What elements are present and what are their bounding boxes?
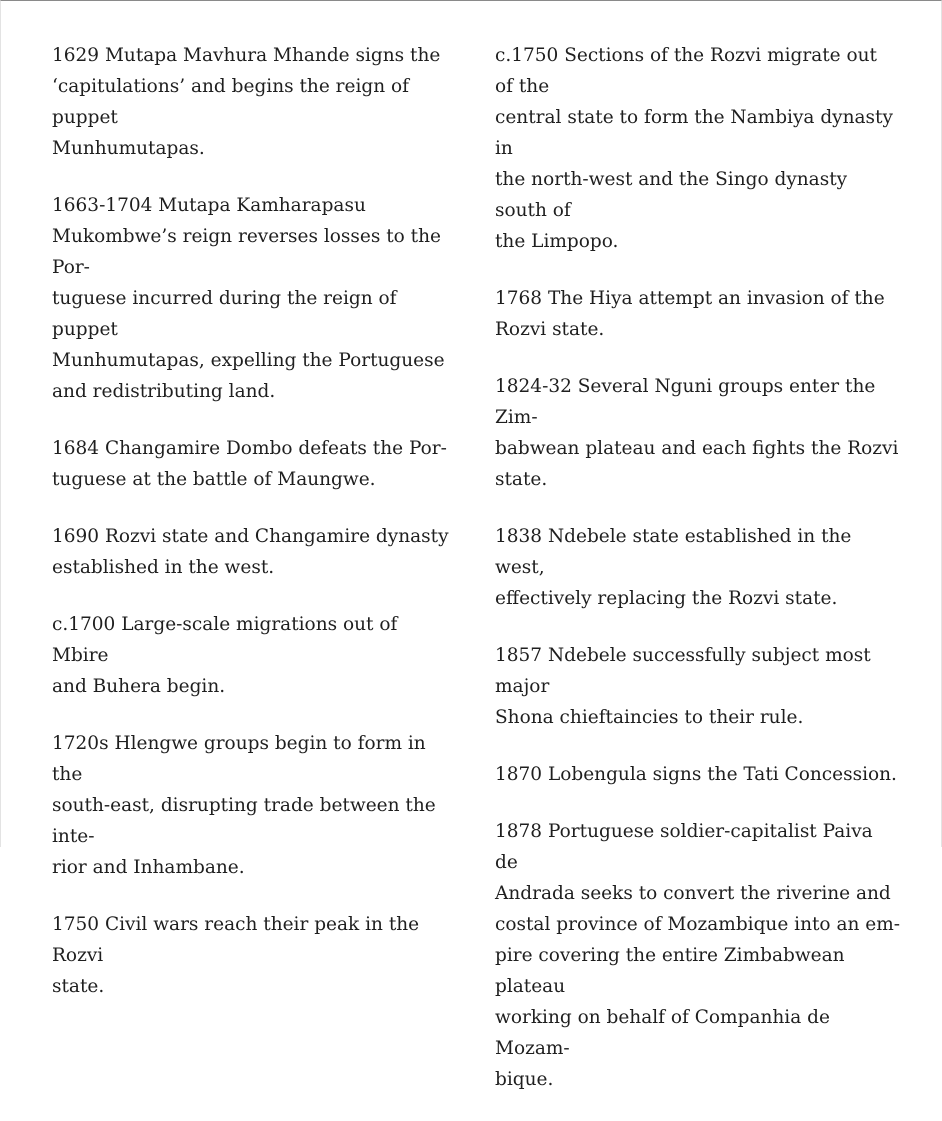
- timeline-entry: c.1700 Large-scale migrations out of Mbire and Buhera begin.: [52, 614, 398, 697]
- timeline-entry: 1663-1704 Mutapa Kamharapasu Mukombwe’s reign reverses losses to the Por- tuguese incurred during the reign of puppet Munhumutapas, expelling the Portuguese and redistributing land.: [52, 195, 445, 402]
- timeline-entry: c.1750 Sections of the Rozvi migrate out of the central state to form the Nambiya dynasty in the north-west and the Singo dynasty south of the Limpopo.: [495, 45, 893, 252]
- timeline-entry: 1629 Mutapa Mavhura Mhande signs the ‘capitulations’ and begins the reign of puppet Munhumutapas.: [52, 45, 441, 159]
- timeline-entry: 1824-32 Several Nguni groups enter the Zim- babwean plateau and each fights the Rozvi state.: [495, 376, 899, 490]
- timeline-entry: 1684 Changamire Dombo defeats the Por- tuguese at the battle of Maungwe.: [52, 438, 447, 490]
- timeline-entry: 1870 Lobengula signs the Tati Concession.: [495, 764, 897, 785]
- timeline-entry: 1720s Hlengwe groups begin to form in the south-east, disrupting trade between the inte- rior and Inhambane.: [52, 733, 436, 878]
- timeline-entry: 1768 The Hiya attempt an invasion of the Rozvi state.: [495, 288, 885, 340]
- timeline-entry: 1690 Rozvi state and Changamire dynasty established in the west.: [52, 526, 449, 578]
- timeline-entry: 1857 Ndebele successfully subject most major Shona chieftaincies to their rule.: [495, 645, 871, 728]
- timeline-column-left: [52, 40, 452, 1028]
- timeline-entry: 1878 Portuguese soldier-capitalist Paiva de Andrada seeks to convert the riverine and costal province of Mozambique into an em- pire covering the entire Zimbabwean plateau working on behalf of Companhia de Mozam- bique.: [495, 821, 901, 1090]
- timeline-entry: 1750 Civil wars reach their peak in the Rozvi state.: [52, 914, 420, 997]
- timeline-column-right: [495, 40, 900, 1121]
- timeline-entry: 1838 Ndebele state established in the west, effectively replacing the Rozvi state.: [495, 526, 852, 609]
